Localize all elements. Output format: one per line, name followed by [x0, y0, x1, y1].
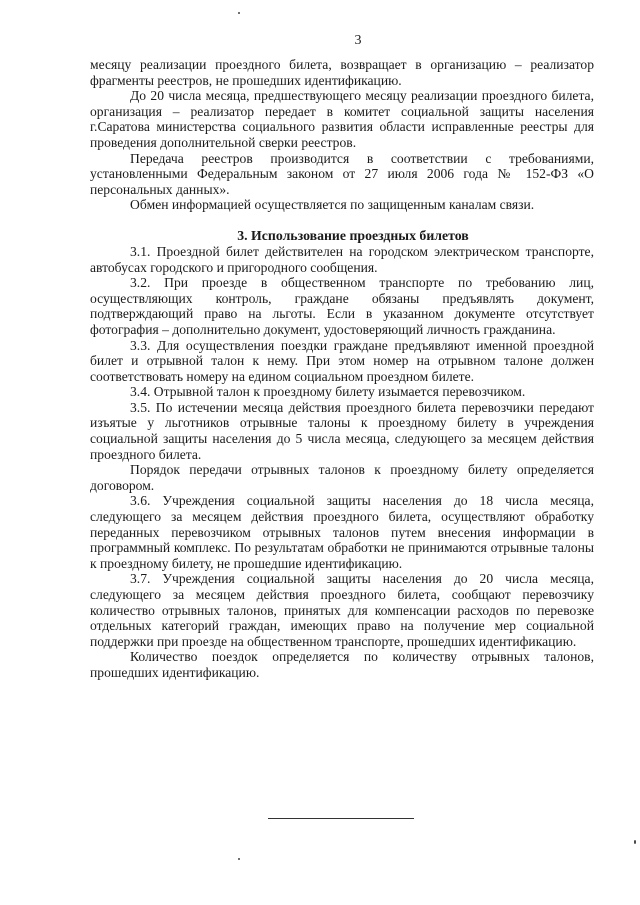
scan-speck-bottom-left: [238, 858, 240, 860]
footer-divider: [268, 818, 414, 819]
paragraph-3-2: 3.2. При проезде в общественном транспорте по требованию лиц, осуществляющих контроль, граждане обязаны предъявлять документ, подтверждающий право на льготы. Если в указанном документе отсутствует фотография – дополнительно документ, удостоверяющий личность гражданина.: [90, 275, 594, 337]
section-heading: 3. Использование проездных билетов: [237, 227, 469, 243]
paragraph-intro-2: До 20 числа месяца, предшествующего месяцу реализации проездного билета, организация – реализатор передает в комитет социальной защиты населения г.Саратова министерства социального развития области исправленные реестры для проведения дополнительной сверки реестров.: [90, 88, 594, 150]
section-gap: [90, 213, 594, 228]
paragraph-intro-1: месяцу реализации проездного билета, возвращает в организацию – реализатор фрагменты реестров, не прошедших идентификацию.: [90, 57, 594, 88]
paragraph-3-7: 3.7. Учреждения социальной защиты населения до 20 числа месяца, следующего за месяцем действия проездного билета, сообщают перевозчику количество отрывных талонов, принятых для компенсации расходов по перевозке отдельных категорий граждан, имеющих право на получение мер социальной поддержки при проезде на общественном транспорте, прошедших идентификацию.: [90, 571, 594, 649]
paragraph-3-5-order: Порядок передачи отрывных талонов к проездному билету определяется договором.: [90, 462, 594, 493]
document-body: [90, 57, 594, 681]
paragraph-trip-count: Количество поездок определяется по количеству отрывных талонов, прошедших идентификацию.: [90, 649, 594, 680]
paragraph-3-1: 3.1. Проездной билет действителен на городском электрическом транспорте, автобусах городского и пригородного сообщения.: [90, 243, 594, 275]
paragraph-3-3: 3.3. Для осуществления поездки граждане предъявляют именной проездной билет и отрывной талон к нему. При этом номер на отрывном талоне должен соответствовать номеру на едином социальном проездном билете.: [90, 337, 594, 384]
paragraph-3-6: 3.6. Учреждения социальной защиты населения до 18 числа месяца, следующего за месяцем действия проездного билета, осуществляют обработку переданных перевозчиком отрывных талонов путем внесения информации в программный комплекс. По результатам обработки не принимаются отрывные талоны к проездному билету, не прошедшие идентификацию.: [90, 493, 594, 571]
paragraph-3-4: 3.4. Отрывной талон к проездному билету изымается перевозчиком.: [130, 384, 526, 400]
page-number: 3: [354, 33, 362, 48]
paragraph-intro-4: Обмен информацией осуществляется по защищенным каналам связи.: [130, 197, 535, 213]
scan-speck-bottom-right: [634, 840, 636, 844]
scan-speck-top: [238, 12, 240, 14]
paragraph-3-5: 3.5. По истечении месяца действия проездного билета перевозчики передают изъятые у льготников отрывные талоны к проездному билету в учреждения социальной защиты населения до 5 числа месяца, следующего за месяцем действия проездного билета.: [90, 399, 594, 462]
paragraph-intro-3: Передача реестров производится в соответствии с требованиями, установленными Федеральным законом от 27 июля 2006 года № 152-ФЗ «О персональных данных».: [90, 150, 594, 197]
